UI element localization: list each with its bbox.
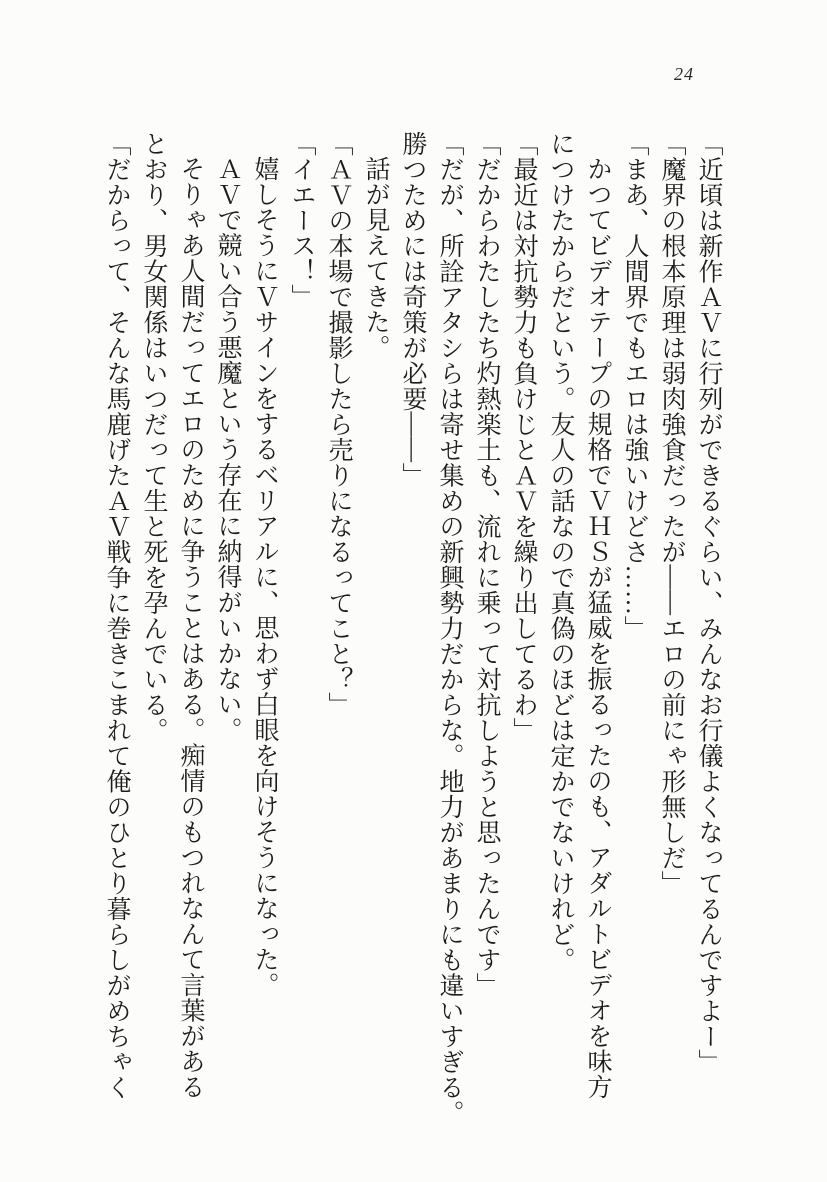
text-line: とおり、男女関係はいつだって生と死を孕んでいる。: [140, 131, 167, 743]
text-block: [98, 131, 727, 1126]
text-line: 「だが、所詮アタシらは寄せ集めの新興勢力だからな。地力があまりにも違いすぎる。: [436, 131, 463, 1126]
text-line: 嬉しそうにＶサインをするベリアルに、思わず白眼を向けそうになった。: [251, 156, 278, 998]
text-line: 「イエース！」: [288, 131, 315, 310]
text-line: かつてビデオテープの規格でＶＨＳが猛威を振るったのも、アダルトビデオを味方: [584, 156, 611, 1100]
text-line: 「だからわたしたち灼熱楽土も、流れに乗って対抗しようと思ったんです」: [473, 131, 500, 998]
text-line: 勝つためには奇策が必要――」: [399, 131, 426, 488]
text-line: 「まあ、人間界でもエロは強いけどさ……」: [621, 131, 648, 641]
text-line: 話が見えてきた。: [362, 156, 389, 360]
text-line: ＡＶで競い合う悪魔という存在に納得がいかない。: [214, 156, 241, 743]
text-line: につけたからだという。友人の話なので真偽のほどは定かでないけれど。: [547, 131, 574, 973]
text-line: そりゃあ人間だってエロのために争うことはある。痴情のもつれなんて言葉がある: [177, 156, 204, 1100]
text-line: 「魔界の根本原理は弱肉強食だったが――エロの前にゃ形無しだ」: [658, 131, 685, 896]
text-line: 「だからって、そんな馬鹿げたＡＶ戦争に巻きこまれて俺のひとり暮らしがめちゃく: [103, 131, 130, 1100]
text-line: 「最近は対抗勢力も負けじとＡＶを繰り出してるわ」: [510, 131, 537, 743]
page-number: 24: [674, 64, 694, 84]
text-line: 「近頃は新作ＡＶに行列ができるぐらい、みんなお行儀よくなってるんですよー」: [695, 131, 722, 1075]
text-line: 「ＡＶの本場で撮影したら売りになるってこと？」: [325, 131, 352, 718]
